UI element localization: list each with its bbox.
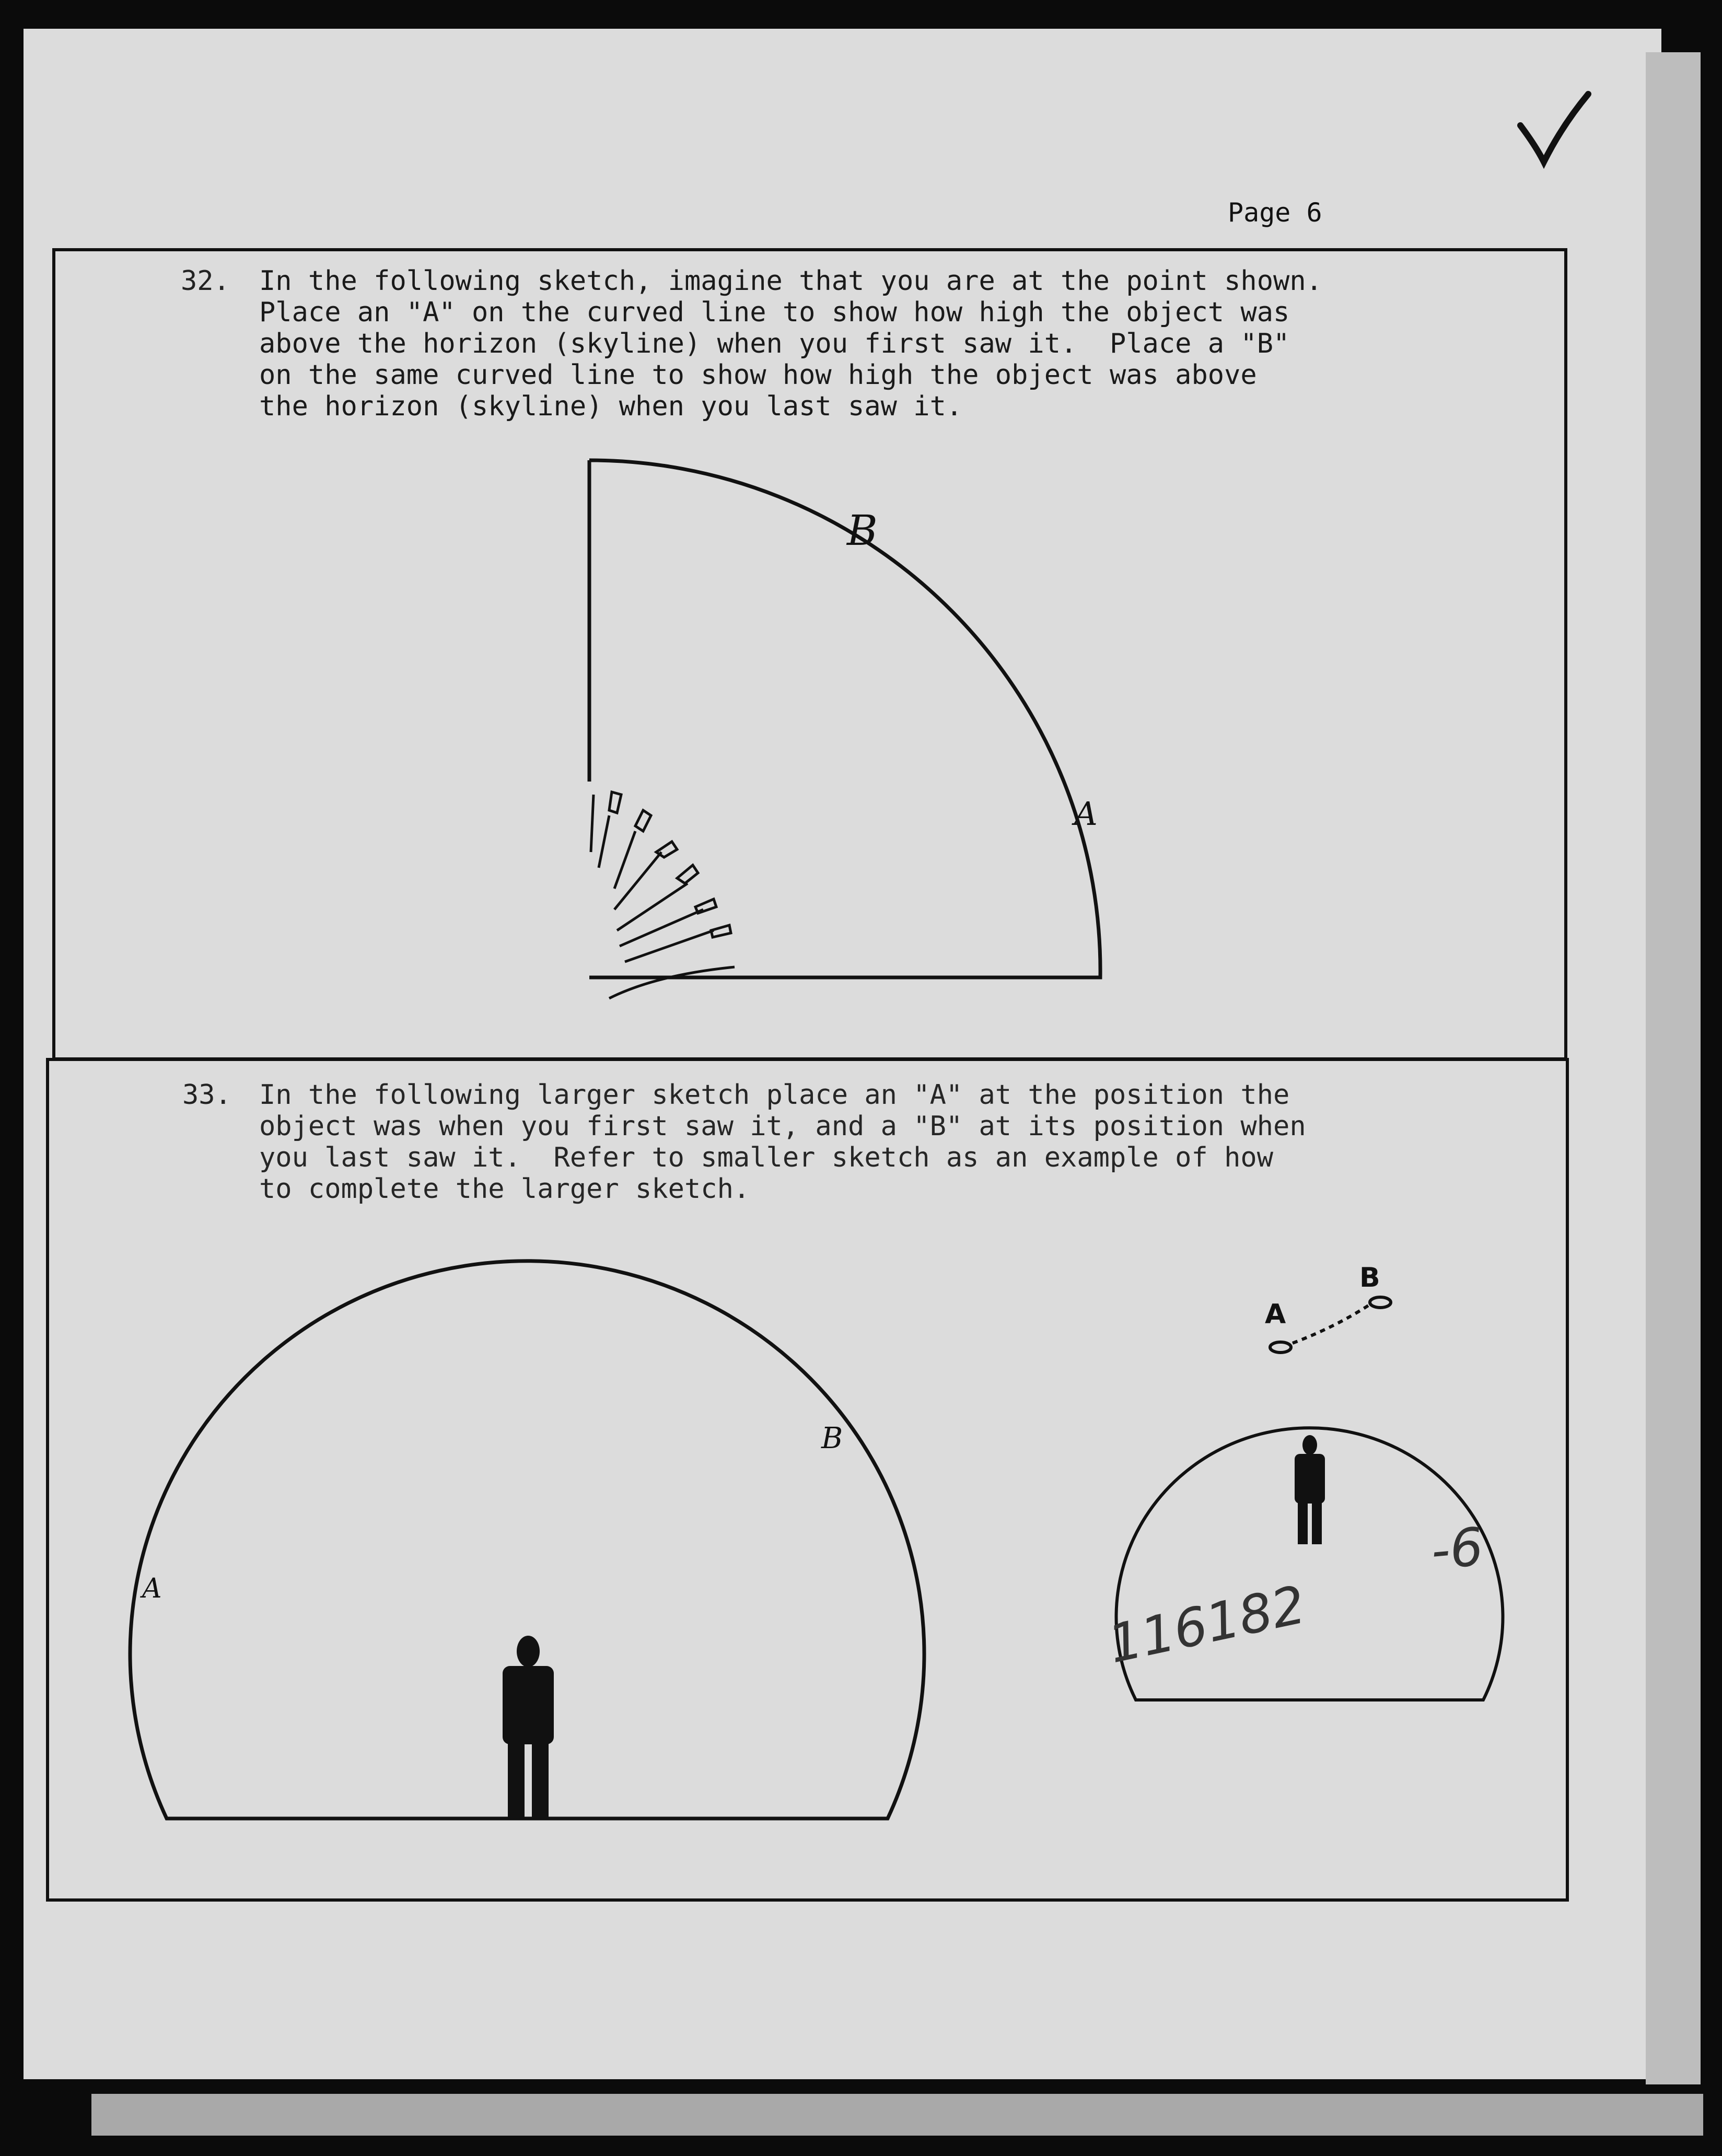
page-bottom-strip [91,2094,1703,2136]
example-mark-a: A [1265,1299,1286,1330]
quarter-arc-sketch [55,251,1570,1064]
handwritten-reference-number: 116182 [1103,1574,1311,1675]
question-33-number: 33. [182,1079,231,1111]
q33-line-3: you last saw it. Refer to smaller sketch as an example of how [259,1142,1274,1173]
example-path-line [1293,1306,1368,1343]
question-32-number: 32. [181,265,230,297]
q33-line-2: object was when you first saw it, and a "B" at its position when [259,1111,1306,1142]
page-number: Page 6 [1228,197,1322,228]
question-32-box [52,248,1567,1060]
mark-a-large: A [142,1573,162,1604]
example-ufo-b-icon [1370,1297,1391,1308]
dome-sketches [49,1061,1572,1905]
q32-line-4: on the same curved line to show how high the object was above [259,359,1257,391]
example-mark-b: B [1359,1262,1380,1293]
checkmark-icon [1515,89,1599,172]
observer-figure-icon [503,1636,554,1819]
mark-b-large: B [821,1421,843,1455]
q32-line-2: Place an "A" on the curved line to show how high the object was [259,297,1290,328]
mark-a-q32: A [1074,795,1098,833]
observer-hands-icon [591,792,735,998]
q33-line-1: In the following larger sketch place an "A" at the position the [259,1079,1290,1111]
handwritten-page-mark: -6 [1428,1516,1486,1582]
quarter-arc-outline [589,460,1100,977]
example-ufo-a-icon [1270,1342,1291,1353]
q32-line-1: In the following sketch, imagine that you are at the point shown. [259,265,1322,297]
q33-line-4: to complete the larger sketch. [259,1173,750,1205]
q32-line-5: the horizon (skyline) when you last saw it. [259,391,963,422]
mark-b-q32: B [847,506,878,555]
example-figure-icon [1295,1435,1325,1544]
page-edge-strip [1646,52,1701,2084]
question-33-box [46,1058,1569,1902]
q32-line-3: above the horizon (skyline) when you first saw it. Place a "B" [259,328,1290,359]
